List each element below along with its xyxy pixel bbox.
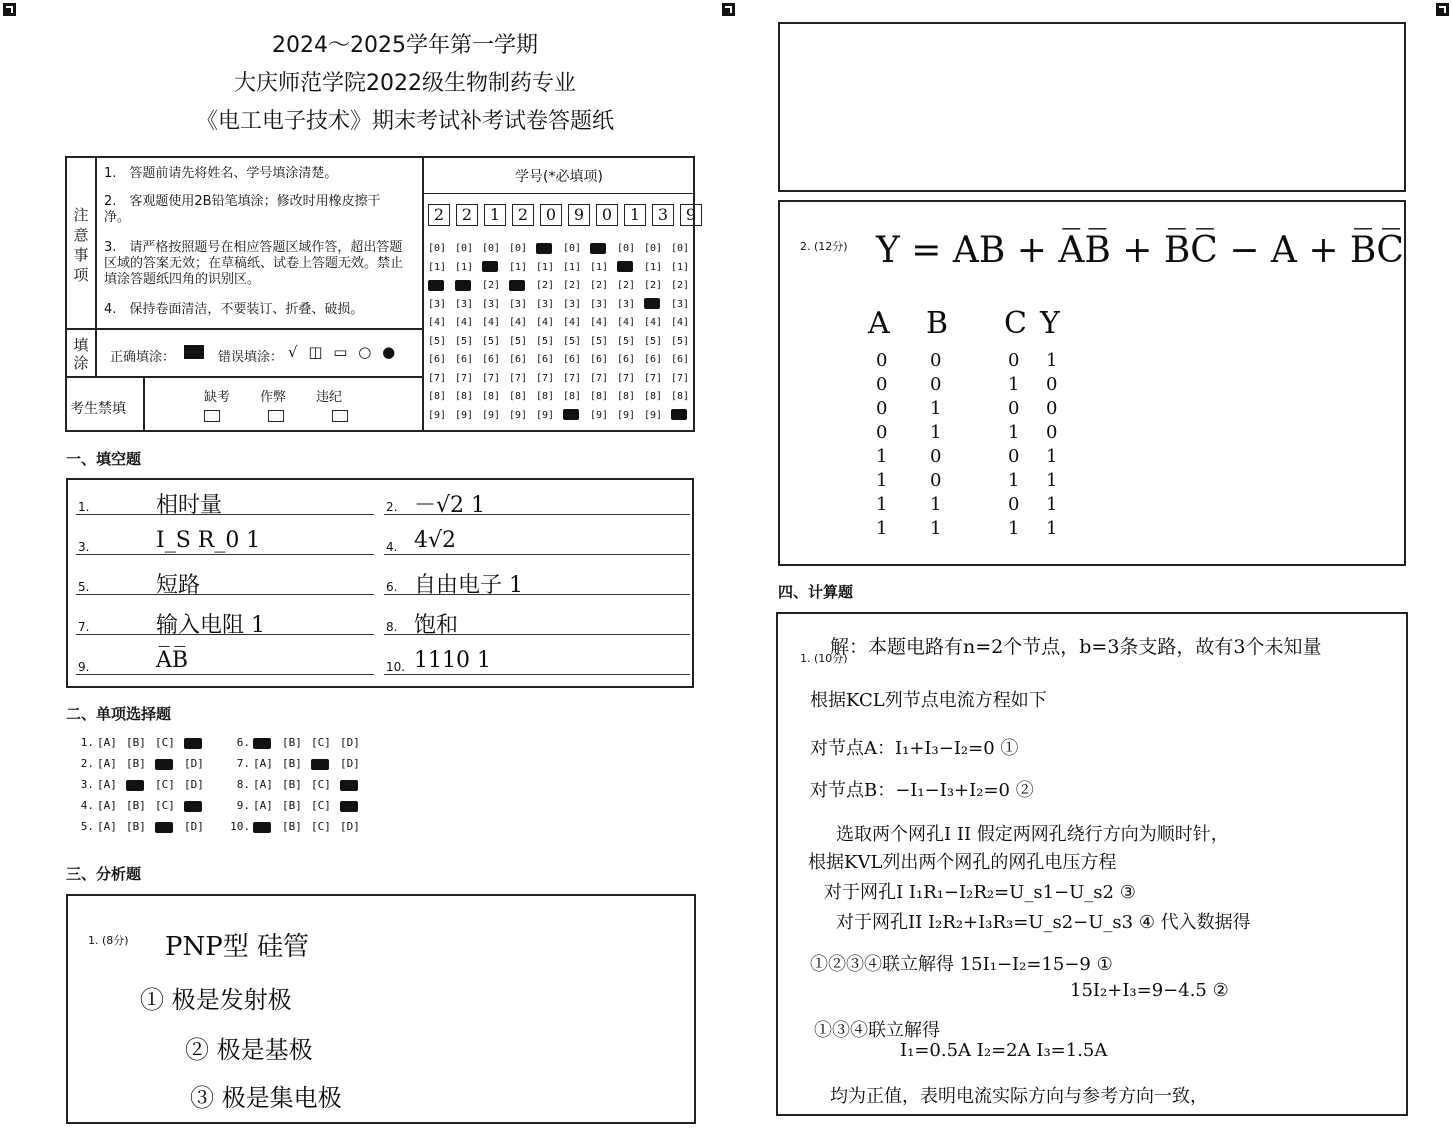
choice-option[interactable] <box>253 736 282 749</box>
truth-table-cell: 1 <box>1046 350 1058 371</box>
student-id-bubble[interactable]: [2] <box>671 280 690 291</box>
calc-line: 根据KCL列节点电流方程如下 <box>810 690 1047 711</box>
student-id-bubble[interactable]: [8] <box>590 391 609 402</box>
choice-option[interactable]: [B] <box>282 757 302 770</box>
exam-class: 大庆师范学院2022级生物制药专业 <box>234 71 576 96</box>
student-id-bubble[interactable]: [7] <box>482 372 501 384</box>
student-id-digits <box>428 204 708 226</box>
violation-label: 违纪 <box>316 390 343 405</box>
choice-option[interactable]: [D] <box>340 820 360 833</box>
student-id-bubble[interactable]: [6] <box>482 354 501 365</box>
notice-item: 4. 保持卷面清洁，不要装订、折叠、破损。 <box>104 302 364 317</box>
correct-fill-sample <box>184 345 204 359</box>
student-id-bubble[interactable] <box>617 261 644 273</box>
student-id-bubble[interactable]: [5] <box>428 335 447 347</box>
calc-line: 根据KVL列出两个网孔的网孔电压方程 <box>808 852 1117 873</box>
student-id-bubble[interactable]: [6] <box>617 354 636 365</box>
student-id-bubble[interactable]: [0] <box>509 243 528 254</box>
choice-option[interactable]: [A] <box>253 799 273 812</box>
student-id-bubble[interactable] <box>563 409 590 421</box>
truth-table-cell: 1 <box>876 494 888 515</box>
student-id-bubble[interactable]: [3] <box>536 298 555 310</box>
student-id-bubble[interactable] <box>428 280 455 292</box>
student-id-bubble[interactable]: [0] <box>455 243 474 254</box>
choice-option[interactable]: [A] <box>97 778 117 791</box>
student-id-bubble[interactable]: [9] <box>617 409 636 421</box>
student-id-bubble[interactable]: [6] <box>428 354 447 365</box>
student-id-bubble[interactable]: [1] <box>428 261 447 273</box>
choice-row[interactable] <box>72 778 213 791</box>
choice-option[interactable]: [B] <box>126 820 146 833</box>
truth-table-cell: 1 <box>930 398 942 419</box>
choice-row[interactable] <box>72 820 213 833</box>
choice-row[interactable] <box>72 799 213 812</box>
student-id-bubble[interactable]: [3] <box>671 298 690 310</box>
choice-option[interactable]: [A] <box>97 820 117 833</box>
truth-table-cell: 0 <box>1046 422 1058 443</box>
truth-table-cell: 0 <box>876 350 888 371</box>
truth-table-cell: 1 <box>1008 518 1020 539</box>
truth-table-cell: 1 <box>930 494 942 515</box>
student-id-bubble[interactable]: [2] <box>617 280 636 291</box>
truth-table-cell: 1 <box>1046 494 1058 515</box>
fill-blank-answer: I_S R_0 1 <box>156 528 261 553</box>
exam-title: 《电工电子技术》期末考试补考试卷答题纸 <box>195 109 614 134</box>
analysis-line: ② 极是基极 <box>185 1036 313 1064</box>
student-id-bubble[interactable]: [4] <box>509 317 528 328</box>
choice-row[interactable] <box>72 736 213 749</box>
student-id-bubble[interactable]: [7] <box>563 372 582 384</box>
student-id-bubble[interactable] <box>671 409 698 421</box>
fill-blank-number: 1. <box>78 500 90 514</box>
forbid-label: 考生禁填 <box>70 401 126 417</box>
calc-line: 解：本题电路有n=2个节点，b=3条支路，故有3个未知量 <box>830 636 1322 658</box>
choice-option[interactable]: [B] <box>282 799 302 812</box>
fill-blank-number: 7. <box>78 620 90 634</box>
choice-option[interactable]: [B] <box>126 757 146 770</box>
truth-table-cell: 0 <box>1046 374 1058 395</box>
student-id-bubble[interactable]: [7] <box>644 372 663 384</box>
truth-table-cell: 0 <box>876 374 888 395</box>
choice-option[interactable]: [A] <box>97 757 117 770</box>
fill-blank-answer: 相时量 <box>156 493 223 518</box>
student-id-bubble[interactable]: [9] <box>536 409 555 421</box>
student-id-bubble[interactable]: [4] <box>455 317 474 328</box>
correct-fill-label: 正确填涂： <box>110 350 176 365</box>
choice-option[interactable]: [B] <box>126 799 146 812</box>
truth-table-cell: 1 <box>876 470 888 491</box>
student-id-bubble[interactable]: [7] <box>455 372 474 384</box>
notice-item: 3. 请严格按照题号在相应答题区域作答，超出答题区域的答案无效；在草稿纸、试卷上答题无效。禁止填涂答题纸四角的识别区。 <box>104 240 404 287</box>
section-analysis: 三、分析题 <box>66 865 142 883</box>
truth-table-cell: 0 <box>930 446 942 467</box>
section-fill-blank: 一、填空题 <box>66 450 142 468</box>
choice-option[interactable]: [A] <box>97 736 117 749</box>
student-id-bubble[interactable]: [5] <box>590 335 609 347</box>
student-id-bubble[interactable]: [9] <box>644 409 663 421</box>
student-id-bubble[interactable]: [4] <box>671 317 690 328</box>
choice-number: 3. <box>80 778 94 791</box>
student-id-bubble[interactable]: [8] <box>617 391 636 402</box>
student-id-bubble[interactable]: [0] <box>671 243 690 254</box>
analysis-line: ① 极是发射极 <box>140 986 292 1014</box>
choice-number: 6. <box>236 736 250 749</box>
student-id-bubble[interactable]: [8] <box>509 391 528 402</box>
truth-table-header-b: B <box>926 306 949 341</box>
wrong-fill-samples: √ ◫ ▭ ○ ● <box>288 343 399 361</box>
absent-checkbox[interactable] <box>204 410 220 422</box>
choice-option[interactable]: [B] <box>126 736 146 749</box>
student-id-bubble[interactable]: [4] <box>617 317 636 328</box>
choice-row[interactable] <box>72 757 213 770</box>
student-id-bubble[interactable] <box>482 261 509 273</box>
student-id-digit: 0 <box>540 204 562 226</box>
student-id-bubble[interactable]: [3] <box>509 298 528 310</box>
truth-table-cell: 1 <box>1046 446 1058 467</box>
student-id-digit: 3 <box>652 204 674 226</box>
student-id-bubble[interactable]: [2] <box>644 280 663 291</box>
student-id-bubble[interactable]: [8] <box>671 391 690 402</box>
choice-row[interactable] <box>228 757 369 770</box>
calc-line: 对于网孔II I₂R₂+I₃R₃=U_s2−U_s3 ④ 代入数据得 <box>836 912 1251 933</box>
student-id-bubble[interactable]: [0] <box>617 243 636 254</box>
student-id-bubble[interactable]: [4] <box>644 317 663 328</box>
student-id-bubble[interactable]: [7] <box>536 372 555 384</box>
student-id-bubble[interactable]: [8] <box>536 391 555 402</box>
fill-blank-answer: 短路 <box>156 573 201 598</box>
choice-option[interactable] <box>155 757 184 770</box>
student-id-bubble[interactable]: [6] <box>671 354 690 365</box>
choice-option[interactable] <box>340 799 369 812</box>
student-id-bubble[interactable]: [2] <box>536 280 555 291</box>
student-id-bubble[interactable]: [6] <box>509 354 528 365</box>
student-id-bubble[interactable]: [9] <box>455 409 474 421</box>
choice-option[interactable]: [B] <box>282 736 302 749</box>
student-id-bubble[interactable]: [0] <box>428 243 447 254</box>
registration-mark <box>1436 3 1449 16</box>
calc-line: 对节点A：I₁+I₃−I₂=0 ① <box>810 738 1019 759</box>
student-id-bubble[interactable]: [9] <box>482 409 501 421</box>
student-id-bubble[interactable]: [4] <box>428 317 447 328</box>
student-id-bubble[interactable]: [3] <box>590 298 609 310</box>
fill-label: 填涂 <box>73 336 89 372</box>
calc-line: I₁=0.5A I₂=2A I₃=1.5A <box>900 1040 1108 1061</box>
fill-blank-answer: 饱和 <box>414 613 459 638</box>
student-id-bubble[interactable]: [3] <box>617 298 636 310</box>
q2-expression: Y = AB + A̅B̅ + B̅C̅ − A + B̅C̅ <box>876 230 1404 271</box>
choice-option[interactable] <box>126 778 155 791</box>
wrong-fill-label: 错误填涂： <box>218 350 284 365</box>
choice-option[interactable]: [D] <box>340 736 360 749</box>
student-id-bubble[interactable]: [5] <box>536 335 555 347</box>
student-id-bubble[interactable]: [6] <box>644 354 663 365</box>
student-id-bubble[interactable]: [7] <box>509 372 528 384</box>
truth-table-header-c: C <box>1004 306 1027 341</box>
student-id-bubble[interactable]: [5] <box>644 335 663 347</box>
choice-option[interactable]: [D] <box>184 820 204 833</box>
choice-number: 1. <box>80 736 94 749</box>
choice-option[interactable]: [C] <box>155 799 175 812</box>
notice-item: 1. 答题前请先将姓名、学号填涂清楚。 <box>104 166 338 181</box>
student-id-digit: 0 <box>596 204 618 226</box>
truth-table-cell: 0 <box>1008 446 1020 467</box>
calc-line: 对于网孔I I₁R₁−I₂R₂=U_s1−U_s2 ③ <box>824 882 1136 903</box>
student-id-bubble[interactable]: [5] <box>617 335 636 347</box>
choice-row[interactable] <box>228 736 369 749</box>
student-id-bubble[interactable]: [6] <box>455 354 474 365</box>
student-id-bubble[interactable]: [1] <box>671 261 690 273</box>
truth-table-cell: 0 <box>876 422 888 443</box>
choice-number: 9. <box>236 799 250 812</box>
choice-number: 7. <box>236 757 250 770</box>
choice-option[interactable]: [C] <box>311 820 331 833</box>
section-calculation: 四、计算题 <box>778 583 854 601</box>
choice-option[interactable] <box>184 799 213 812</box>
fill-blank-number: 8. <box>386 620 398 634</box>
student-id-bubble[interactable]: [9] <box>509 409 528 421</box>
student-id-bubble[interactable]: [0] <box>482 243 501 254</box>
calc-line: 对节点B：−I₁−I₃+I₂=0 ② <box>810 780 1034 801</box>
analysis-line: PNP型 硅管 <box>165 932 310 962</box>
truth-table-cell: 0 <box>930 350 942 371</box>
student-id-title: 学号(*必填项) <box>515 169 603 185</box>
truth-table-cell: 1 <box>1008 374 1020 395</box>
student-id-bubble[interactable]: [8] <box>455 391 474 402</box>
choice-number: 4. <box>80 799 94 812</box>
student-id-bubble[interactable]: [8] <box>428 391 447 402</box>
student-id-digit: 2 <box>428 204 450 226</box>
student-id-bubble[interactable]: [2] <box>482 280 501 291</box>
analysis-q1-label: 1. (8分) <box>88 934 129 947</box>
truth-table-cell: 1 <box>876 446 888 467</box>
choice-option[interactable] <box>340 778 369 791</box>
student-id-bubble[interactable]: [5] <box>671 335 690 347</box>
student-id-bubble[interactable]: [1] <box>455 261 474 273</box>
student-id-bubble[interactable] <box>590 243 617 255</box>
choice-option[interactable]: [A] <box>253 757 273 770</box>
truth-table-cell: 0 <box>1046 398 1058 419</box>
choice-option[interactable]: [C] <box>311 799 331 812</box>
absent-label: 缺考 <box>204 390 231 405</box>
cheat-label: 作弊 <box>260 390 287 405</box>
student-id-bubble[interactable]: [4] <box>482 317 501 328</box>
choice-option[interactable]: [C] <box>155 778 175 791</box>
fill-blank-answer: －√2 1 <box>414 493 486 518</box>
truth-table-cell: 0 <box>930 470 942 491</box>
student-id-bubble[interactable]: [8] <box>482 391 501 402</box>
student-id-bubble[interactable]: [1] <box>509 261 528 273</box>
student-id-bubble[interactable] <box>536 243 563 255</box>
student-id-bubbles[interactable] <box>428 236 698 421</box>
student-id-bubble[interactable]: [3] <box>563 298 582 310</box>
student-id-bubble[interactable]: [7] <box>617 372 636 384</box>
student-id-bubble[interactable]: [0] <box>563 243 582 254</box>
calc-line: 15I₂+I₃=9−4.5 ② <box>1070 980 1229 1001</box>
student-id-bubble[interactable]: [3] <box>428 298 447 310</box>
truth-table-cell: 0 <box>1008 350 1020 371</box>
student-id-bubble[interactable]: [3] <box>482 298 501 310</box>
fill-blank-number: 9. <box>78 660 90 674</box>
calc-line: ①②③④联立解得 15I₁−I₂=15−9 ① <box>810 954 1113 975</box>
student-id-bubble[interactable]: [7] <box>428 372 447 384</box>
choice-option[interactable]: [A] <box>97 799 117 812</box>
choice-option[interactable] <box>253 820 282 833</box>
truth-table-cell: 1 <box>876 518 888 539</box>
student-id-bubble[interactable]: [1] <box>644 261 663 273</box>
fill-blank-number: 10. <box>386 660 406 674</box>
choice-option[interactable]: [D] <box>340 757 360 770</box>
calc-label: 1. (10分) <box>800 652 848 665</box>
choice-number: 2. <box>80 757 94 770</box>
truth-table-cell: 0 <box>1008 398 1020 419</box>
choice-option[interactable] <box>184 736 213 749</box>
student-id-bubble[interactable]: [6] <box>590 354 609 365</box>
truth-table-cell: 0 <box>876 398 888 419</box>
student-id-digit: 2 <box>512 204 534 226</box>
truth-table-header-a: A <box>868 306 890 341</box>
choice-option[interactable]: [C] <box>311 778 331 791</box>
choice-option[interactable]: [D] <box>184 757 204 770</box>
student-id-bubble[interactable]: [1] <box>590 261 609 273</box>
section-single-choice: 二、单项选择题 <box>66 705 172 723</box>
truth-table-cell: 1 <box>930 518 942 539</box>
choice-number: 10. <box>230 820 250 833</box>
student-id-bubble[interactable]: [6] <box>563 354 582 365</box>
student-id-bubble[interactable]: [0] <box>644 243 663 254</box>
q2-label: 2. (12分) <box>800 240 848 253</box>
student-id-bubble[interactable]: [8] <box>644 391 663 402</box>
calc-line: ①③④联立解得 <box>814 1020 940 1041</box>
truth-table-cell: 1 <box>930 422 942 443</box>
cheat-checkbox[interactable] <box>268 410 284 422</box>
choice-row[interactable] <box>228 778 369 791</box>
student-id-bubble[interactable]: [5] <box>563 335 582 347</box>
student-id-bubble[interactable]: [9] <box>428 409 447 421</box>
choice-option[interactable]: [C] <box>155 736 175 749</box>
student-id-bubble[interactable]: [2] <box>563 280 582 291</box>
choice-option[interactable]: [C] <box>311 736 331 749</box>
truth-table-cell: 1 <box>1046 470 1058 491</box>
student-id-digit: 9 <box>568 204 590 226</box>
student-id-bubble[interactable] <box>455 280 482 292</box>
truth-table-cell: 1 <box>1008 422 1020 443</box>
choice-option[interactable]: [B] <box>282 820 302 833</box>
choice-number: 8. <box>236 778 250 791</box>
choice-option[interactable] <box>311 757 340 770</box>
blank-answer-box <box>778 22 1406 192</box>
registration-mark <box>722 3 735 16</box>
student-id-bubble[interactable]: [5] <box>509 335 528 347</box>
student-id-bubble[interactable]: [6] <box>536 354 555 365</box>
truth-table-cell: 1 <box>1046 518 1058 539</box>
fill-blank-number: 6. <box>386 580 398 594</box>
fill-blank-answer: 输入电阻 1 <box>156 613 265 638</box>
analysis-line: ③ 极是集电极 <box>190 1084 342 1112</box>
fill-blank-number: 5. <box>78 580 90 594</box>
student-id-bubble[interactable]: [1] <box>563 261 582 273</box>
notice-item: 2. 客观题使用2B铅笔填涂；修改时用橡皮擦干净。 <box>104 194 381 225</box>
fill-blank-number: 2. <box>386 500 398 514</box>
choice-option[interactable]: [B] <box>282 778 302 791</box>
registration-mark <box>3 3 16 16</box>
student-id-bubble[interactable]: [5] <box>482 335 501 347</box>
notice-label: 注意事项 <box>73 206 89 284</box>
choice-row[interactable] <box>228 799 369 812</box>
truth-table-cell: 0 <box>1008 494 1020 515</box>
choice-option[interactable]: [A] <box>253 778 273 791</box>
choice-row[interactable] <box>228 820 369 833</box>
fill-blank-number: 4. <box>386 540 398 554</box>
student-id-bubble[interactable] <box>644 298 671 310</box>
exam-term: 2024～2025学年第一学期 <box>272 33 538 58</box>
fill-blank-answer: A̅B̅ <box>156 648 189 673</box>
student-id-digit: 1 <box>624 204 646 226</box>
truth-table-cell: 0 <box>930 374 942 395</box>
fill-blank-answer: 自由电子 1 <box>414 573 523 598</box>
student-id-bubble[interactable]: [4] <box>590 317 609 328</box>
violation-checkbox[interactable] <box>332 410 348 422</box>
student-id-bubble[interactable]: [5] <box>455 335 474 347</box>
student-id-bubble[interactable]: [4] <box>563 317 582 328</box>
student-id-bubble[interactable] <box>509 280 536 292</box>
calc-line: 均为正值，表明电流实际方向与参考方向一致， <box>830 1086 1208 1107</box>
student-id-bubble[interactable]: [3] <box>455 298 474 310</box>
student-id-bubble[interactable]: [7] <box>590 372 609 384</box>
student-id-bubble[interactable]: [8] <box>563 391 582 402</box>
fill-blank-number: 3. <box>78 540 90 554</box>
student-id-bubble[interactable]: [4] <box>536 317 555 328</box>
calc-line: 选取两个网孔I II 假定两网孔绕行方向为顺时针， <box>836 824 1229 845</box>
choice-option[interactable]: [D] <box>184 778 204 791</box>
choice-number: 5. <box>80 820 94 833</box>
student-id-bubble[interactable]: [7] <box>671 372 690 384</box>
truth-table-header-y: Y <box>1040 306 1060 341</box>
fill-blank-answer: 4√2 <box>414 528 457 553</box>
student-id-digit: 2 <box>456 204 478 226</box>
student-id-bubble[interactable]: [1] <box>536 261 555 273</box>
fill-blank-answer: 1110 1 <box>414 648 491 673</box>
student-id-digit: 1 <box>484 204 506 226</box>
truth-table-cell: 1 <box>1008 470 1020 491</box>
student-id-digit: 9 <box>680 204 702 226</box>
choice-option[interactable] <box>155 820 184 833</box>
student-id-bubble[interactable]: [9] <box>590 409 609 421</box>
student-id-bubble[interactable]: [2] <box>590 280 609 291</box>
